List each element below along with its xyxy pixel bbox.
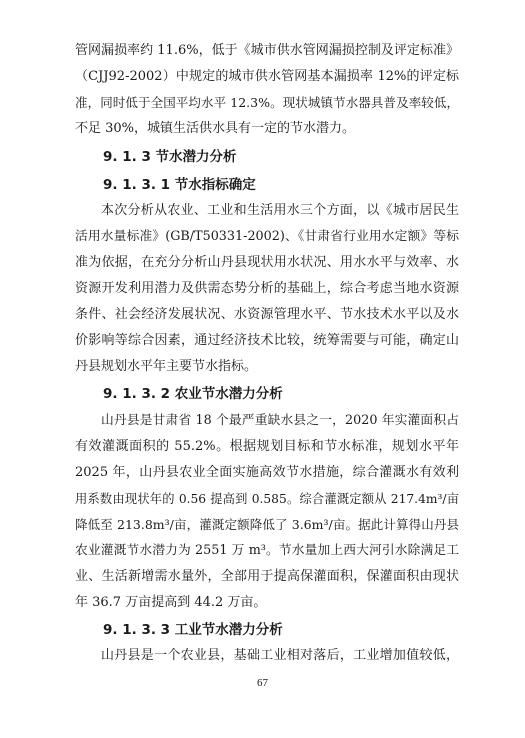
text-line: 农业灌溉节水潜力为 2551 万 m³。节水量加上西大河引水除满足工 [75,543,459,558]
text-line: 丹县规划水平年主要节水指标。 [75,359,258,374]
subsection-heading: 9. 1. 3. 3 工业节水潜力分析 [103,622,283,638]
page-number: 67 [257,677,268,689]
text-line: 本次分析从农业、工业和生活用水三个方面，以《城市居民生 [101,203,459,218]
subsection-heading: 9. 1. 3. 1 节水指标确定 [103,177,256,193]
text-line: 业、生活新增需水量外，全部用于提高保灌面积，保灌面积由现状 [75,569,459,584]
text-line: 山丹县是一个农业县，基础工业相对落后，工业增加值较低， [101,648,459,663]
text-line: 山丹县是甘肃省 18 个最严重缺水县之一，2020 年实灌面积占 [101,413,459,428]
text-line: 价影响等综合因素，通过经济技术比较，统筹需要与可能，确定山 [75,333,459,348]
text-line: 准，同时低于全国平均水平 12.3%。现状城镇节水器具普及率较低， [75,95,459,110]
text-line: 降低至 213.8m³/亩，灌溉定额降低了 3.6m³/亩。据此计算得山丹县 [75,517,459,532]
subsection-heading: 9. 1. 3. 2 农业节水潜力分析 [103,386,283,402]
text-line: 年 36.7 万亩提高到 44.2 万亩。 [75,595,267,610]
text-line: 活用水量标准》(GB/T50331-2002)、《甘肃省行业用水定额》等标 [75,229,459,244]
text-line: （CJJ92-2002）中规定的城市供水管网基本漏损率 12%的评定标 [75,69,459,84]
text-line: 资源开发利用潜力及供需态势分析的基础上，综合考虑当地水资源 [75,281,459,296]
text-line: 准为依据，在充分分析山丹县现状用水状况、用水水平与效率、水 [75,255,459,270]
text-line: 不足 30%，城镇生活供水具有一定的节水潜力。 [75,121,356,136]
text-line: 有效灌溉面积的 55.2%。根据规划目标和节水标准，规划水平年 [75,439,459,454]
text-line: 2025 年，山丹县农业全面实施高效节水措施，综合灌溉水有效利 [75,465,459,480]
text-line: 条件、社会经济发展状况、水资源管理水平、节水技术水平以及水 [75,307,459,322]
text-line: 用系数由现状年的 0.56 提高到 0.585。综合灌溉定额从 217.4m³/亩 [75,492,459,506]
text-line: 管网漏损率约 11.6%，低于《城市供水管网漏损控制及评定标准》 [75,43,459,58]
section-heading: 9. 1. 3 节水潜力分析 [103,149,237,165]
